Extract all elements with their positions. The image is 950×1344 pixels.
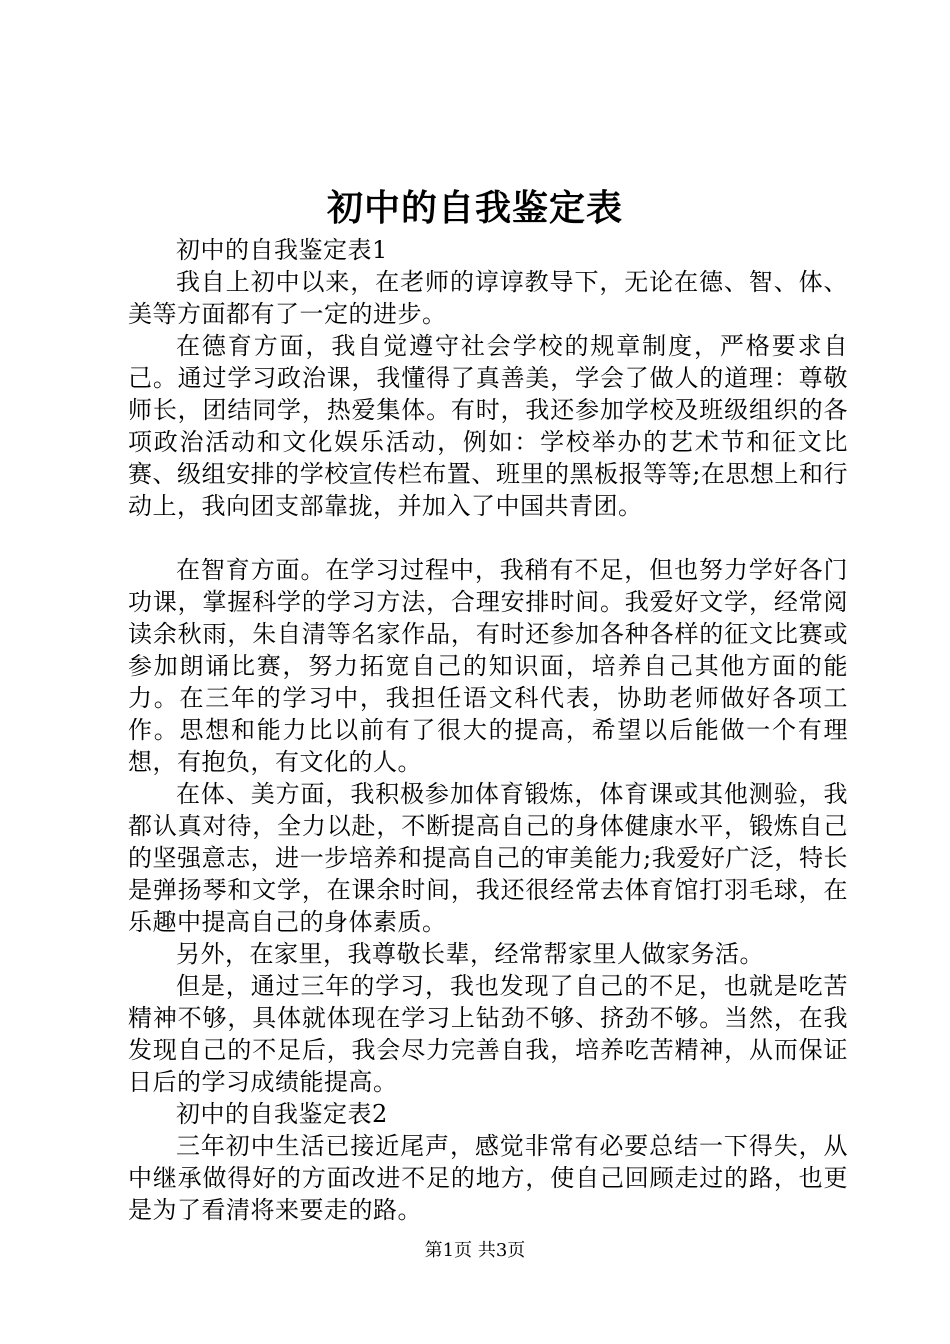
section-heading-1: 初中的自我鉴定表1 xyxy=(176,236,388,264)
paragraph-shortcomings: 但是，通过三年的学习，我也发现了自己的不足，也就是吃苦精神不够，具体就体现在学习上钻劲不够、挤劲不够。当然，在我发现自己的不足后，我会尽力完善自我，培养吃苦精神，从而保证日后的学习成绩能提高。 xyxy=(128,972,848,1096)
paragraph-summary: 三年初中生活已接近尾声，感觉非常有必要总结一下得失，从中继承做得好的方面改进不足的地方，使自己回顾走过的路，也更是为了看清将来要走的路。 xyxy=(128,1132,848,1224)
paragraph-intellect: 在智育方面。在学习过程中，我稍有不足，但也努力学好各门功课，掌握科学的学习方法，合理安排时间。我爱好文学，经常阅读余秋雨，朱自清等名家作品，有时还参加各种各样的征文比赛或参加朗诵比赛，努力拓宽自己的知识面，培养自己其他方面的能力。在三年的学习中，我担任语文科代表，协助老师做好各项工作。思想和能力比以前有了很大的提高，希望以后能做一个有理想，有抱负，有文化的人。 xyxy=(128,556,848,776)
page-footer: 第1页 共3页 xyxy=(424,1240,526,1261)
paragraph-physical: 在体、美方面，我积极参加体育锻炼，体育课或其他测验，我都认真对待，全力以赴，不断提高自己的身体健康水平，锻炼自己的坚强意志，进一步培养和提高自己的审美能力;我爱好广泛，特长是弹扬琴和文学，在课余时间，我还很经常去体育馆打羽毛球，在乐趣中提高自己的身体素质。 xyxy=(128,780,848,936)
paragraph-home: 另外，在家里，我尊敬长辈，经常帮家里人做家务活。 xyxy=(176,940,764,968)
paragraph-moral: 在德育方面，我自觉遵守社会学校的规章制度，严格要求自己。通过学习政治课，我懂得了真善美，学会了做人的道理：尊敬师长，团结同学，热爱集体。有时，我还参加学校及班级组织的各项政治活动和文化娱乐活动，例如：学校举办的艺术节和征文比赛、级组安排的学校宣传栏布置、班里的黑板报等等;在思想上和行动上，我向团支部靠拢，并加入了中国共青团。 xyxy=(128,332,848,520)
section-heading-2: 初中的自我鉴定表2 xyxy=(176,1100,388,1128)
document-title: 初中的自我鉴定表 xyxy=(326,187,623,229)
document-body xyxy=(128,234,848,1226)
paragraph-intro: 我自上初中以来，在老师的谆谆教导下，无论在德、智、体、美等方面都有了一定的进步。 xyxy=(128,268,848,328)
